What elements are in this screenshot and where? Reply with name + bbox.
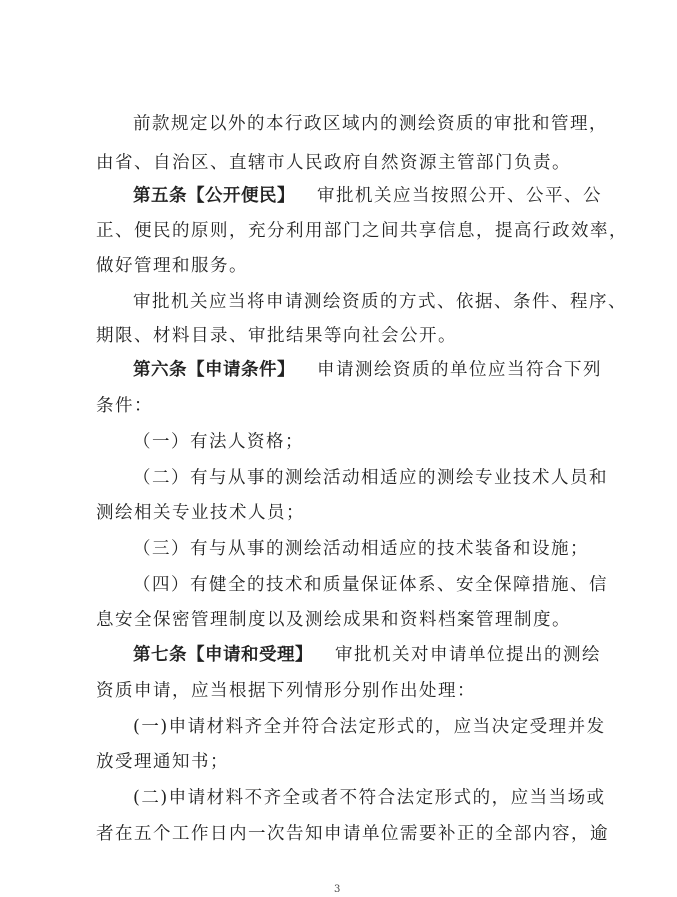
text-line: 前款规定以外的本行政区域内的测绘资质的审批和管理， [133,114,608,134]
text-line: (二)申请材料不齐全或者不符合法定形式的，应当当场或 [133,788,606,808]
article-text: 申请测绘资质的单位应当符合下列 [317,360,602,380]
article-5-line [133,184,602,208]
text-line: 由省、自治区、直辖市人民政府自然资源主管部门负责。 [96,153,571,173]
text-line: 期限、材料目录、审批结果等向社会公开。 [96,326,457,346]
article-text: 审批机关应当按照公开、公平、公 [317,186,602,206]
article-heading: 第七条【申请和受理】 [133,645,313,665]
text-line: (一)申请材料齐全并符合法定形式的，应当决定受理并发 [133,717,606,737]
article-6-line [133,358,602,382]
text-line: （四）有健全的技术和质量保证体系、安全保障措施、信 [133,575,608,595]
text-line: 测绘相关专业技术人员； [96,503,305,523]
text-line: 条件： [96,396,153,416]
page-number: 3 [334,884,341,895]
text-line: （三）有与从事的测绘活动相适应的技术装备和设施； [133,539,589,559]
text-line: 息安全保密管理制度以及测绘成果和资料档案管理制度。 [96,610,571,630]
article-heading: 第六条【申请条件】 [133,360,295,380]
text-line: 放受理通知书； [96,752,229,772]
text-line: 审批机关应当将申请测绘资质的方式、依据、条件、程序、 [133,292,627,312]
text-line: 做好管理和服务。 [96,256,248,276]
article-heading: 第五条【公开便民】 [133,186,295,206]
article-text: 审批机关对申请单位提出的测绘 [335,645,601,665]
text-line: （二）有与从事的测绘活动相适应的测绘专业技术人员和 [133,468,608,488]
article-7-line [133,643,601,667]
text-line: 正、便民的原则，充分利用部门之间共享信息，提高行政效率， [96,221,628,241]
text-line: （一）有法人资格； [133,432,304,452]
text-line: 者在五个工作日内一次告知申请单位需要补正的全部内容，逾 [96,824,609,844]
text-line: 资质申请，应当根据下列情形分别作出处理： [96,681,476,701]
